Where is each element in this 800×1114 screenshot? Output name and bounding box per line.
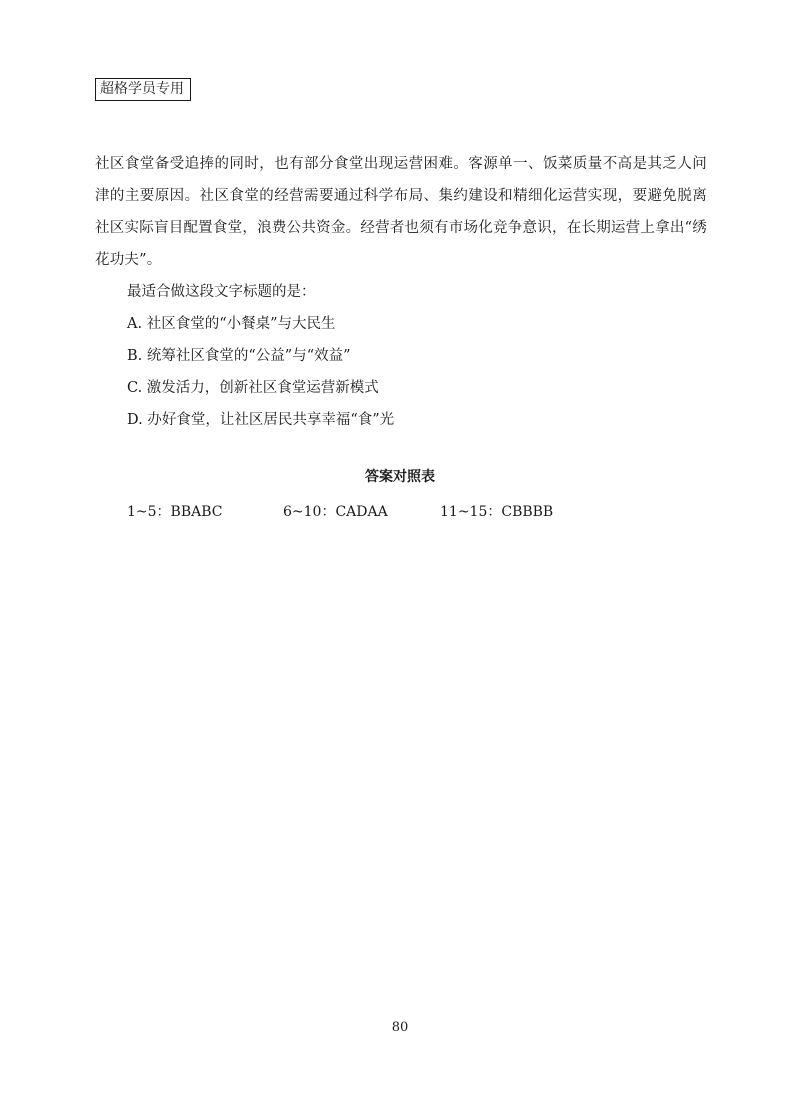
answer-key-title: 答案对照表: [365, 469, 435, 485]
exclusive-badge: 超格学员专用: [95, 78, 191, 101]
option-b: B. 统筹社区食堂的“公益”与“效益”: [127, 348, 351, 364]
option-c: C. 激发活力，创新社区食堂运营新模式: [127, 380, 379, 396]
question-stem: 最适合做这段文字标题的是：: [127, 284, 316, 300]
option-d: D. 办好食堂，让社区居民共享幸福“食”光: [127, 412, 395, 428]
answer-group-2: 6~10：CADAA: [283, 504, 388, 520]
answer-options: [127, 308, 394, 436]
answer-key-row: [0, 501, 800, 523]
reading-passage: [95, 148, 707, 276]
passage-text: 社区食堂备受追捧的同时，也有部分食堂出现运营困难。客源单一、饭菜质量不高是其乏人问津的主要原因。社区食堂的经营需要通过科学布局、集约建设和精细化运营实现，要避免脱离社区实际盲目配置食堂，浪费公共资金。经营者也须有市场化竞争意识，在长期运营上拿出“绣花功夫”。: [95, 156, 707, 268]
answer-group-1: 1~5：BBABC: [127, 504, 223, 520]
page-number: 80: [391, 1020, 409, 1035]
option-a: A. 社区食堂的“小餐桌”与大民生: [127, 316, 336, 332]
answer-group-3: 11~15：CBBBB: [440, 504, 554, 520]
